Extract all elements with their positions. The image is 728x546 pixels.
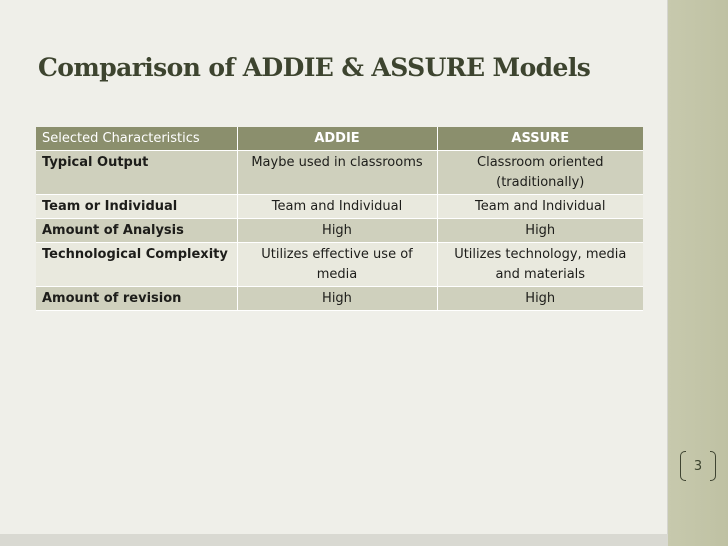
header-assure: ASSURE bbox=[437, 127, 643, 151]
table-row bbox=[36, 287, 643, 311]
row-label-amount-of-revision: Amount of revision bbox=[36, 287, 237, 311]
table-header-row bbox=[36, 127, 643, 151]
page-number: 3 bbox=[693, 458, 703, 474]
assure-cell: High bbox=[437, 219, 643, 243]
addie-cell: Team and Individual bbox=[237, 195, 437, 219]
row-label-typical-output: Typical Output bbox=[36, 151, 237, 195]
addie-cell: High bbox=[237, 287, 437, 311]
assure-cell: Classroom oriented (traditionally) bbox=[437, 151, 643, 195]
left-bracket-icon bbox=[680, 451, 686, 481]
comparison-table bbox=[36, 127, 643, 311]
addie-cell: Maybe used in classrooms bbox=[237, 151, 437, 195]
table-row bbox=[36, 219, 643, 243]
row-label-technological-complexity: Technological Complexity bbox=[36, 243, 237, 287]
bottom-decoration-band bbox=[0, 534, 668, 546]
right-bracket-icon bbox=[710, 451, 716, 481]
table-row bbox=[36, 151, 643, 195]
page-number-badge bbox=[680, 451, 716, 481]
assure-cell: Utilizes technology, media and materials bbox=[437, 243, 643, 287]
assure-cell: Team and Individual bbox=[437, 195, 643, 219]
assure-cell: High bbox=[437, 287, 643, 311]
table-row bbox=[36, 243, 643, 287]
slide-title: Comparison of ADDIE & ASSURE Models bbox=[38, 53, 591, 82]
header-addie: ADDIE bbox=[237, 127, 437, 151]
row-label-amount-of-analysis: Amount of Analysis bbox=[36, 219, 237, 243]
header-selected-characteristics: Selected Characteristics bbox=[36, 127, 237, 151]
addie-cell: High bbox=[237, 219, 437, 243]
addie-cell: Utilizes effective use of media bbox=[237, 243, 437, 287]
row-label-team-or-individual: Team or Individual bbox=[36, 195, 237, 219]
table-row bbox=[36, 195, 643, 219]
